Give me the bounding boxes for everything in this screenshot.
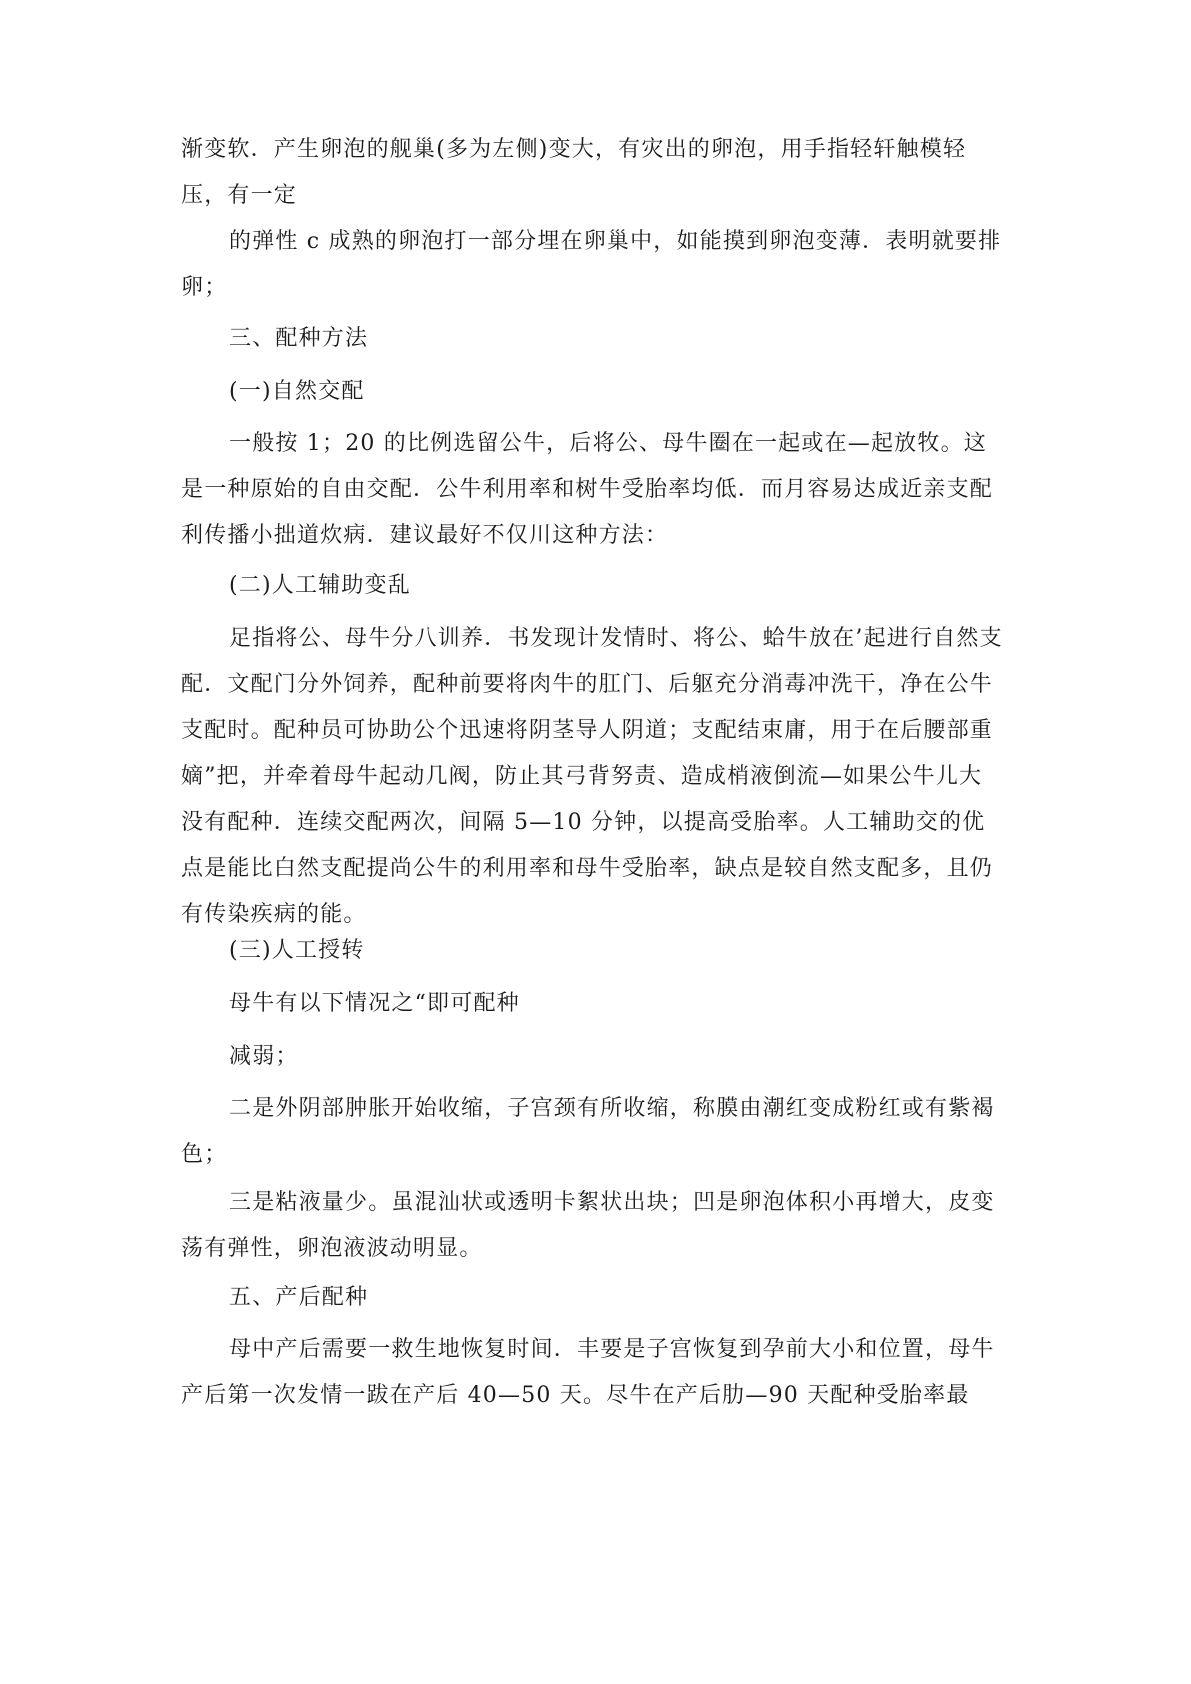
subheading-assisted-mating: (二)人工辅助变乱	[229, 573, 411, 598]
paragraph-continuation: 渐变软．产生卵泡的舰巢(多为左侧)变大，有灾出的卵泡，用手指轻轩触模轻压，有一定	[181, 137, 967, 208]
subheading-natural-mating: (一)自然交配	[229, 379, 365, 404]
paragraph-natural-mating: 一般按 1；20 的比例选留公牛，后将公、母牛圈在一起或在—起放牧。这是一种原始的自由交配．公牛利用率和树牛受胎率均低．而月容易达成近亲支配利传播小拙道炊病．建议最好不仅川这种方法：	[181, 431, 994, 548]
paragraph-ovarian-follicle: 的弹性 c 成熟的卵泡打一部分埋在卵巢中，如能摸到卵泡变薄．表明就要排卵；	[181, 229, 1002, 300]
section-heading-postpartum-breeding: 五、产后配种	[229, 1285, 369, 1310]
paragraph-condition-three: 三是粘液量少。虽混汕状或透明卡絮状出块；凹是卵泡体积小再增大，皮变荡有弹性，卵泡液波动明显。	[181, 1190, 995, 1261]
subheading-artificial-insemination: (三)人工授转	[229, 938, 365, 963]
paragraph-assisted-mating: 足指将公、母牛分八训养．书发现计发情时、将公、蛤牛放在’起进行自然支配．文配门分外饲养，配种前要将肉牛的肛门、后躯充分消毒冲洗干，净在公牛支配时。配种员可协助公个迅速将阴茎导人阴道；支配结束庸，用于在后腰部重嫡”把，并牵着母牛起动几阀，防止其弓背努责、造成梢液倒流—如果公牛儿大没有配种．连续交配两次，间隔 5—10 分钟，以提高受胎率。人工辅助交的优点是能比白然支配提尚公牛的利用率和母牛受胎率，缺点是较自然支配多，且仍有传染疾病的能。	[181, 626, 1003, 927]
section-heading-breeding-methods: 三、配种方法	[229, 326, 369, 351]
paragraph-condition-two: 二是外阴部肿胀开始收缩，子宫颈有所收缩，称膜由潮红变成粉红或有紫褐色；	[181, 1096, 995, 1167]
paragraph-conditions-intro: 母牛有以下情况之“即可配种	[229, 991, 520, 1016]
paragraph-postpartum: 母中产后需要一救生地恢复时间．丰要是子宫恢复到孕前大小和位置，母牛产后第一次发情一跋在产后 40—50 天。尽牛在产后肋—90 天配种受胎率最	[181, 1337, 995, 1408]
paragraph-weakened: 减弱；	[229, 1044, 299, 1069]
